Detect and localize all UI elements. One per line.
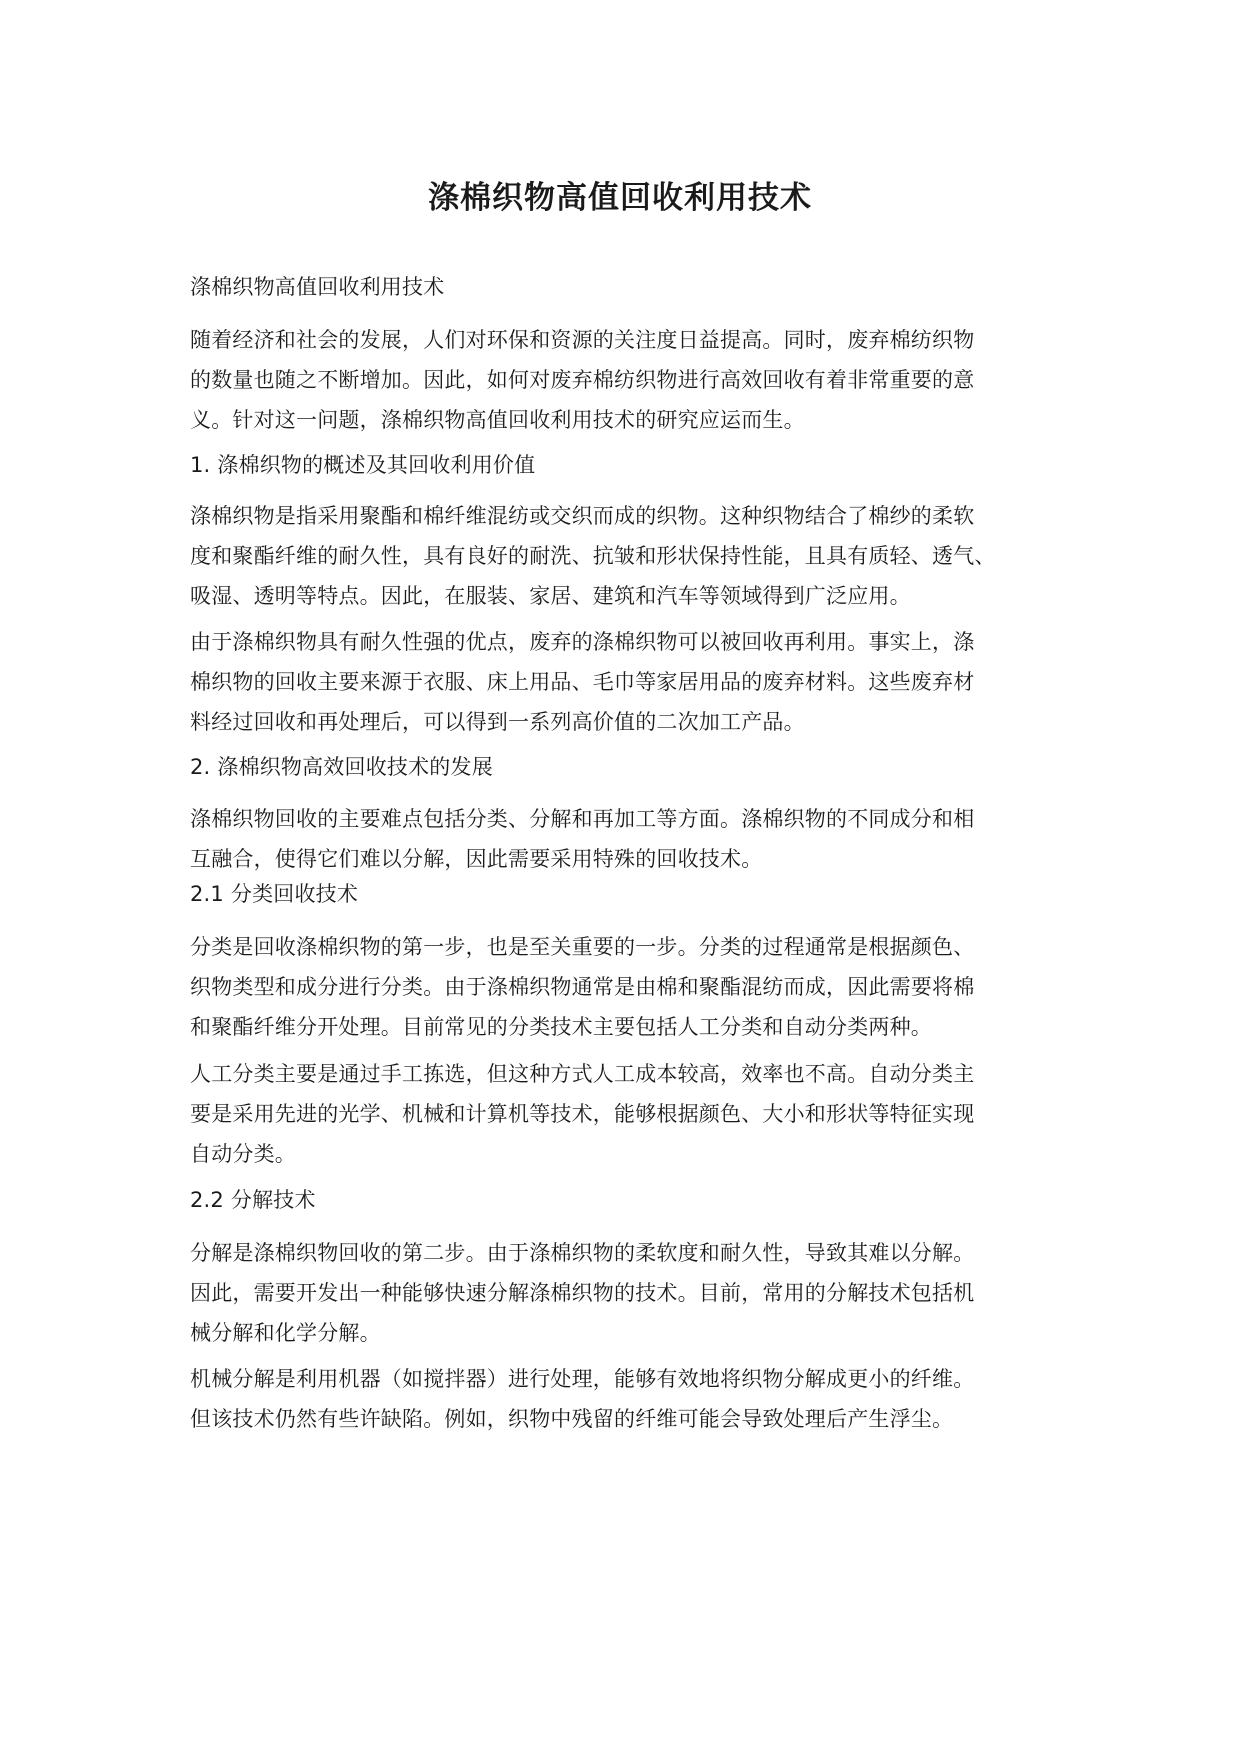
- document-title: 涤棉织物高值回收利用技术: [428, 180, 812, 216]
- text-line: 随着经济和社会的发展，人们对环保和资源的关注度日益提高。同时，废弃棉纺织物: [190, 328, 975, 352]
- text-line: 分解是涤棉织物回收的第二步。由于涤棉织物的柔软度和耐久性，导致其难以分解。: [190, 1241, 975, 1265]
- section-heading: [190, 1180, 1070, 1220]
- text-line: 的数量也随之不断增加。因此，如何对废弃棉纺织物进行高效回收有着非常重要的意: [190, 368, 975, 392]
- text-line: 互融合，使得它们难以分解，因此需要采用特殊的回收技术。: [190, 847, 763, 871]
- text-line: 由于涤棉织物具有耐久性强的优点，废弃的涤棉织物可以被回收再利用。事实上，涤: [190, 630, 975, 654]
- text-line: 涤棉织物高值回收利用技术: [190, 275, 445, 299]
- paragraph: [190, 496, 1070, 616]
- paragraph: [190, 622, 1070, 742]
- text-line: 棉织物的回收主要来源于衣服、床上用品、毛巾等家居用品的废弃材料。这些废弃材: [190, 670, 975, 694]
- text-line: 分类是回收涤棉织物的第一步，也是至关重要的一步。分类的过程通常是根据颜色、: [190, 935, 975, 959]
- text-line: 涤棉织物回收的主要难点包括分类、分解和再加工等方面。涤棉织物的不同成分和相: [190, 807, 975, 831]
- text-line: 人工分类主要是通过手工拣选，但这种方式人工成本较高，效率也不高。自动分类主: [190, 1062, 975, 1086]
- text-line: 涤棉织物是指采用聚酯和棉纤维混纺或交织而成的织物。这种织物结合了棉纱的柔软: [190, 504, 975, 528]
- text-line: 自动分类。: [190, 1142, 296, 1166]
- paragraph: [190, 320, 1070, 440]
- text-line: 义。针对这一问题，涤棉织物高值回收利用技术的研究应运而生。: [190, 408, 805, 432]
- text-line: 度和聚酯纤维的耐久性，具有良好的耐洗、抗皱和形状保持性能，且具有质轻、透气、: [190, 544, 996, 568]
- section-heading: [190, 445, 1070, 485]
- text-line: 2.1 分类回收技术: [190, 882, 359, 906]
- paragraph: [190, 1359, 1070, 1439]
- text-line: 吸湿、透明等特点。因此，在服装、家居、建筑和汽车等领域得到广泛应用。: [190, 584, 911, 608]
- text-line: 但该技术仍然有些许缺陷。例如，织物中残留的纤维可能会导致处理后产生浮尘。: [190, 1407, 954, 1431]
- text-line: 1. 涤棉织物的概述及其回收利用价值: [190, 453, 536, 477]
- text-line: 织物类型和成分进行分类。由于涤棉织物通常是由棉和聚酯混纺而成，因此需要将棉: [190, 975, 975, 999]
- paragraph: [190, 1233, 1070, 1353]
- paragraph: [190, 1054, 1070, 1174]
- text-line: 和聚酯纤维分开处理。目前常见的分类技术主要包括人工分类和自动分类两种。: [190, 1015, 932, 1039]
- text-line: 要是采用先进的光学、机械和计算机等技术，能够根据颜色、大小和形状等特征实现: [190, 1102, 975, 1126]
- text-line: 械分解和化学分解。: [190, 1321, 381, 1345]
- text-line: 机械分解是利用机器（如搅拌器）进行处理，能够有效地将织物分解成更小的纤维。: [190, 1367, 975, 1391]
- text-line: 因此，需要开发出一种能够快速分解涤棉织物的技术。目前，常用的分解技术包括机: [190, 1281, 975, 1305]
- paragraph: [190, 799, 1070, 879]
- section-heading: [190, 747, 1070, 787]
- text-line: 2. 涤棉织物高效回收技术的发展: [190, 755, 493, 779]
- paragraph: [190, 267, 1070, 307]
- text-line: 2.2 分解技术: [190, 1188, 316, 1212]
- paragraph: [190, 927, 1070, 1047]
- text-line: 料经过回收和再处理后，可以得到一系列高价值的二次加工产品。: [190, 710, 805, 734]
- section-heading: [190, 874, 1070, 914]
